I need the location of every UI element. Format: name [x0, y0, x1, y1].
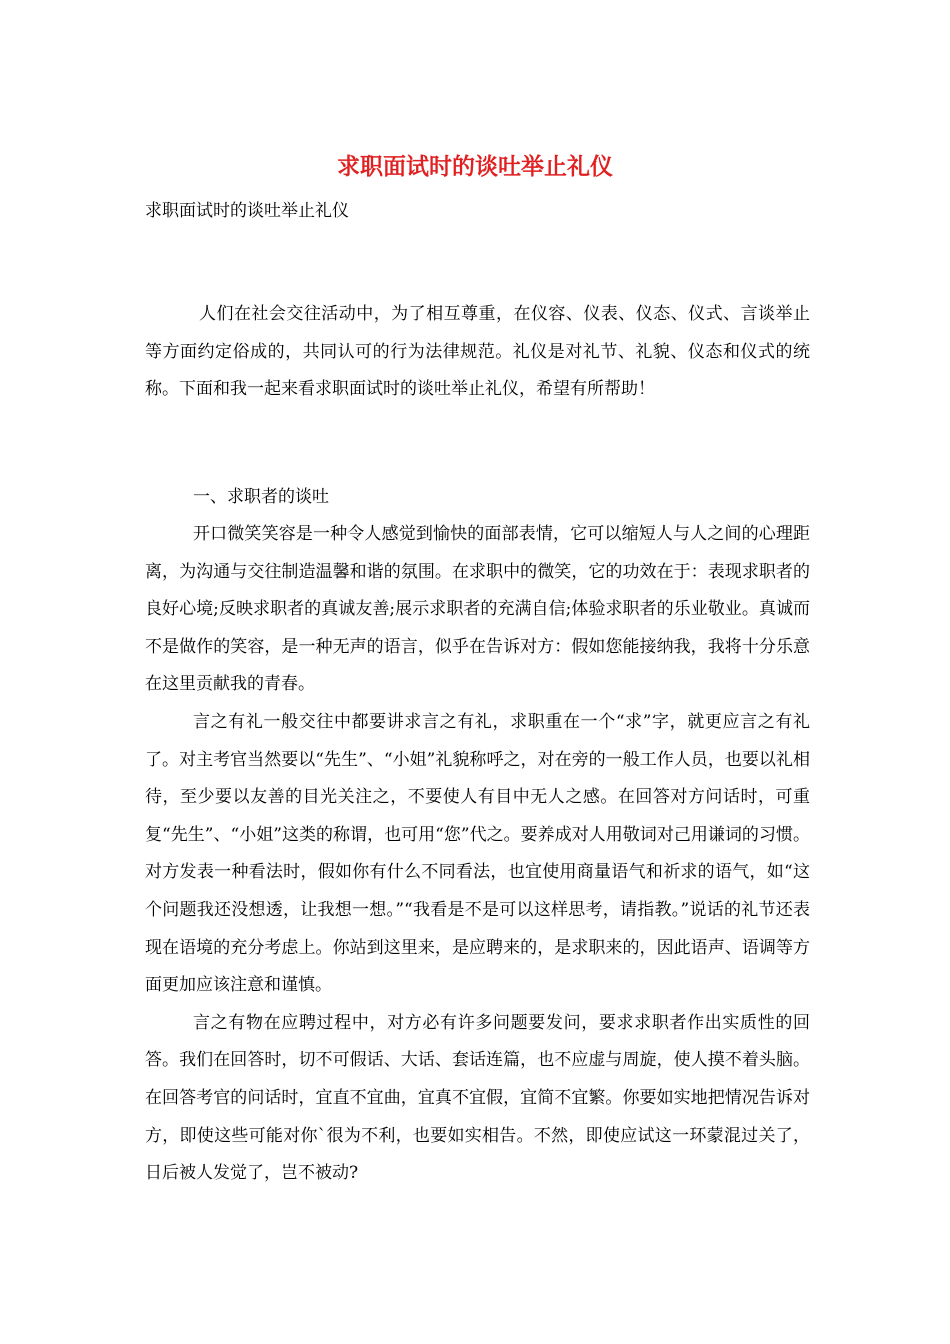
paragraph-substance: 言之有物在应聘过程中，对方必有许多问题要发问，要求求职者作出实质性的回答。我们在回答时，切不可假话、大话、套话连篇，也不应虚与周旋，使人摸不着头脑。在回答考官的问话时，宜直不宜曲，宜真不宜假，宜简不宜繁。你要如实地把情况告诉对方，即使这些可能对你`很为不利，也要如实相告。不然，即使应试这一环蒙混过关了，日后被人发觉了，岂不被动?: [145, 1012, 810, 1184]
intro-paragraph: 人们在社会交往活动中，为了相互尊重，在仪容、仪表、仪态、仪式、言谈举止等方面约定俗成的，共同认可的行为法律规范。礼仪是对礼节、礼貌、仪态和仪式的统称。下面和我一起来看求职面试时的谈吐举止礼仪，希望有所帮助！: [145, 304, 810, 400]
paragraph-smile: 开口微笑笑容是一种令人感觉到愉快的面部表情，它可以缩短人与人之间的心理距离，为沟通与交往制造温馨和谐的氛围。在求职中的微笑，它的功效在于：表现求职者的良好心境;反映求职者的真诚友善;展示求职者的充满自信;体验求职者的乐业敬业。真诚而不是做作的笑容，是一种无声的语言，似乎在告诉对方：假如您能接纳我，我将十分乐意在这里贡献我的青春。: [145, 524, 810, 695]
document-title: 求职面试时的谈吐举止礼仪: [337, 153, 613, 180]
section-heading: 一、求职者的谈吐: [193, 487, 329, 507]
document-subtitle: 求职面试时的谈吐举止礼仪: [145, 201, 349, 221]
paragraph-courtesy: 言之有礼一般交往中都要讲求言之有礼，求职重在一个“求”字，就更应言之有礼了。对主考官当然要以“先生”、“小姐”礼貌称呼之，对在旁的一般工作人员，也要以礼相待，至少要以友善的目光关注之，不要使人有目中无人之感。在回答对方问话时，可重复“先生”、“小姐”这类的称谓，也可用“您”代之。要养成对人用敬词对己用谦词的习惯。对方发表一种看法时，假如你有什么不同看法，也宜使用商量语气和祈求的语气，如“这个问题我还没想透，让我想一想。”“我看是不是可以这样思考，请指教。”说话的礼节还表现在语境的充分考虑上。你站到这里来，是应聘来的，是求职来的，因此语声、语调等方面更加应该注意和谨慎。: [145, 711, 810, 996]
section-body: [145, 516, 810, 1193]
